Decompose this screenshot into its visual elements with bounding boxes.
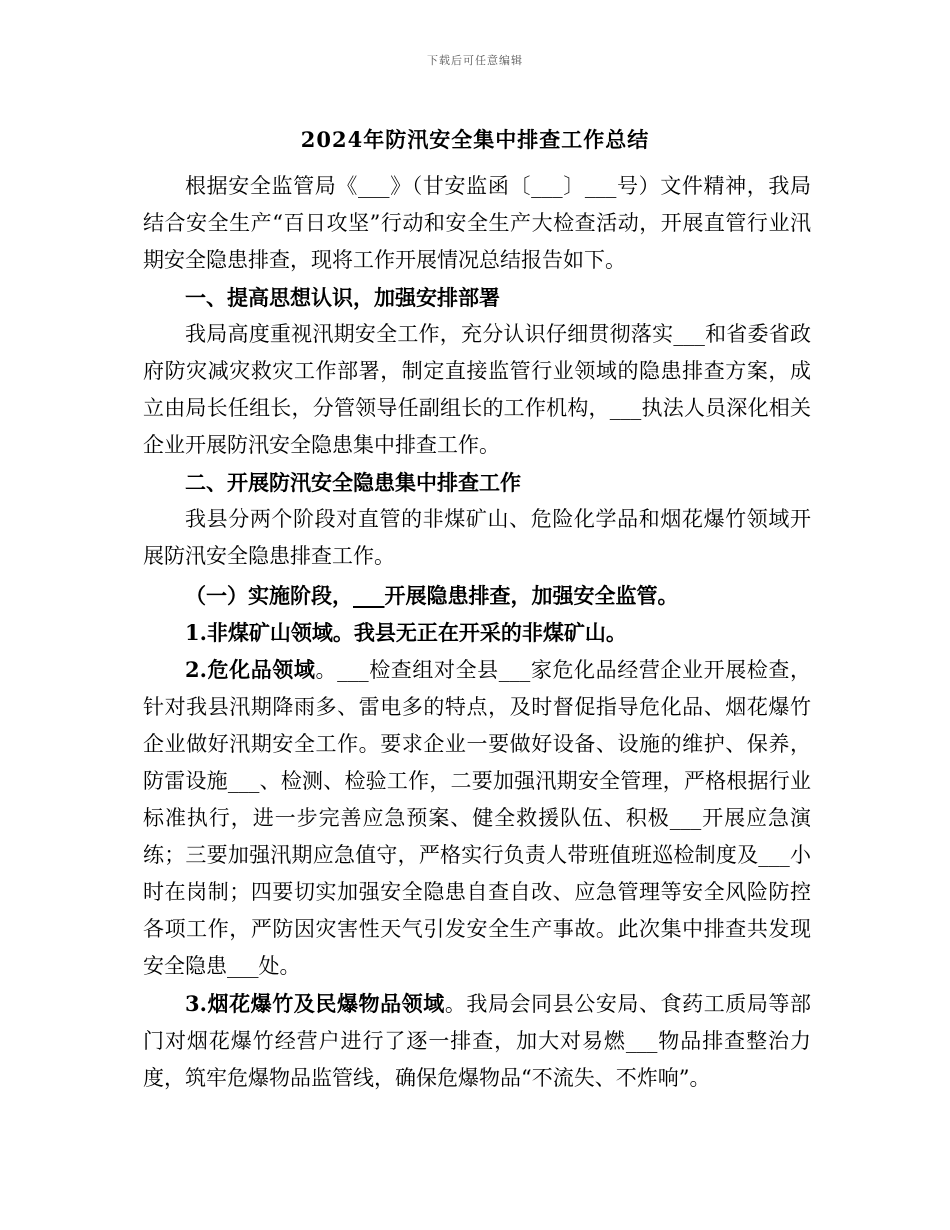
section-1-paragraph: 我局高度重视汛期安全工作，充分认识仔细贯彻落实___和省委省政府防灾减灾救灾工作部署，制定直接监管行业领域的隐患排查方案，成立由局长任组长，分管领导任副组长的工作机构，___执法人员深化相关企业开展防汛安全隐患集中排查工作。 bbox=[143, 322, 811, 457]
item-2-paragraph bbox=[143, 651, 811, 985]
section-2-paragraph: 我县分两个阶段对直管的非煤矿山、危险化学品和烟花爆竹领域开展防汛安全隐患排查工作。 bbox=[143, 507, 811, 568]
subsection-1-heading: （一）实施阶段，___开展隐患排查，加强安全监管。 bbox=[185, 583, 679, 608]
item-2-body: 。___检查组对全县___家危化品经营企业开展检查，针对我县汛期降雨多、雷电多的特点，及时督促指导危化品、烟花爆竹企业做好汛期安全工作。要求企业一要做好设备、设施的维护、保养，防雷设施___、检测、检验工作，二要加强汛期安全管理，严格根据行业标准执行，进一步完善应急预案、健全救援队伍、积极___开展应急演练；三要加强汛期应急值守，严格实行负责人带班值班巡检制度及___小时在岗制；四要切实加强安全隐患自查自改、应急管理等安全风险防控各项工作，严防因灾害性天气引发安全生产事故。此次集中排查共发现安全隐患___处。 bbox=[143, 658, 811, 978]
item-3-lead: 3.烟花爆竹及民爆物品领域 bbox=[185, 991, 445, 1016]
document-body bbox=[143, 168, 811, 1097]
document-title: 2024年防汛安全集中排查工作总结 bbox=[300, 127, 650, 152]
section-2-heading: 二、开展防汛安全隐患集中排查工作 bbox=[185, 470, 521, 495]
item-1-paragraph: 1.非煤矿山领域。我县无正在开采的非煤矿山。 bbox=[185, 620, 627, 645]
item-3-paragraph bbox=[143, 985, 811, 1097]
header-note: 下载后可任意编辑 bbox=[427, 54, 523, 67]
intro-paragraph: 根据安全监管局《___》（甘安监函〔___〕___号）文件精神，我局结合安全生产“百日攻坚”行动和安全生产大检查活动，开展直管行业汛期安全隐患排查，现将工作开展情况总结报告如下。 bbox=[143, 174, 811, 272]
item-2-lead: 2.危化品领域 bbox=[185, 657, 316, 682]
item-3-body: 。我局会同县公安局、食药工质局等部门对烟花爆竹经营户进行了逐一排查，加大对易燃___物品排查整治力度，筑牢危爆物品监管线，确保危爆物品“不流失、不炸响”。 bbox=[143, 992, 811, 1090]
section-1-heading: 一、提高思想认识，加强安排部署 bbox=[185, 285, 500, 310]
